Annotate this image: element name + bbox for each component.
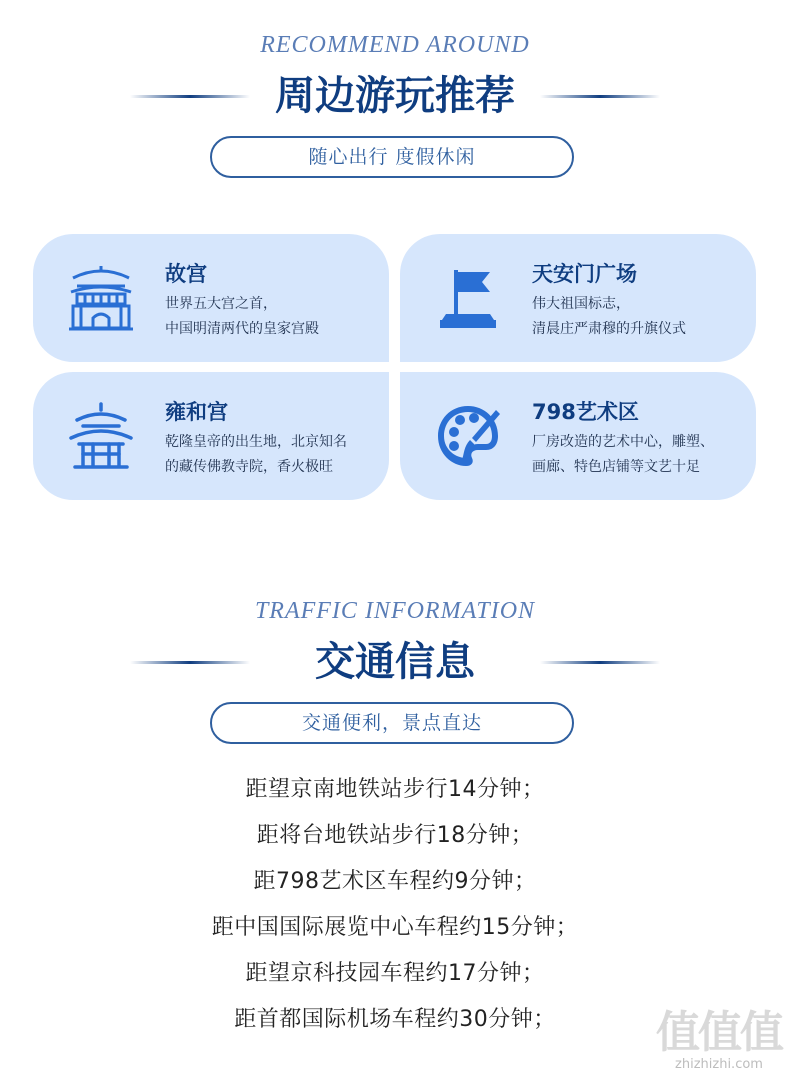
attraction-desc-line: 画廊、特色店铺等文艺十足 [532, 459, 700, 475]
attraction-desc-line: 厂房改造的艺术中心，雕塑、 [532, 434, 714, 450]
traffic-title: 交通信息 [315, 639, 475, 685]
traffic-line: 距首都国际机场车程约30分钟； [234, 1007, 556, 1032]
traffic-line: 距中国国际展览中心车程约15分钟； [211, 915, 579, 940]
attraction-desc [165, 430, 380, 480]
palette-icon [434, 402, 502, 470]
attraction-title: 雍和宫 [165, 400, 228, 424]
attraction-desc-line: 清晨庄严肃穆的升旗仪式 [532, 321, 686, 337]
attraction-card-yonghegong [33, 372, 389, 500]
attraction-card-tiananmen [400, 234, 756, 362]
attraction-desc-line: 乾隆皇帝的出生地，北京知名 [165, 434, 347, 450]
title-deco-line-right [540, 661, 660, 664]
attraction-card-798 [400, 372, 756, 500]
recommend-en-title: RECOMMEND AROUND [260, 32, 530, 58]
traffic-line: 距798艺术区车程约9分钟； [253, 869, 537, 894]
flag-icon [434, 264, 502, 332]
traffic-line: 距望京南地铁站步行14分钟； [245, 777, 545, 802]
attraction-desc [532, 292, 747, 342]
traffic-line: 距望京科技园车程约17分钟； [245, 961, 545, 986]
traffic-subtitle-pill: 交通便利，景点直达 [210, 702, 574, 744]
attraction-desc-line: 的藏传佛教寺院，香火极旺 [165, 459, 333, 475]
title-deco-line-right [540, 95, 660, 98]
traffic-en-title: TRAFFIC INFORMATION [254, 598, 536, 624]
attraction-desc-line: 世界五大宫之首， [165, 296, 277, 312]
attraction-card-gugong [33, 234, 389, 362]
traffic-line: 距将台地铁站步行18分钟； [256, 823, 534, 848]
attraction-desc [532, 430, 747, 480]
attraction-desc-line: 中国明清两代的皇家宫殿 [165, 321, 319, 337]
palace-gate-icon [67, 264, 135, 332]
attraction-title: 故宫 [165, 262, 207, 286]
recommend-title: 周边游玩推荐 [275, 73, 515, 119]
pagoda-icon [67, 402, 135, 470]
watermark [656, 1009, 782, 1072]
recommend-subtitle-pill: 随心出行 度假休闲 [210, 136, 574, 178]
watermark-logo: 值值值 [656, 1007, 782, 1058]
attraction-title: 798艺术区 [532, 400, 639, 424]
watermark-url: zhizhizhi.com [675, 1057, 763, 1072]
attraction-desc [165, 292, 380, 342]
attraction-title: 天安门广场 [532, 262, 637, 286]
attraction-desc-line: 伟大祖国标志， [532, 296, 630, 312]
